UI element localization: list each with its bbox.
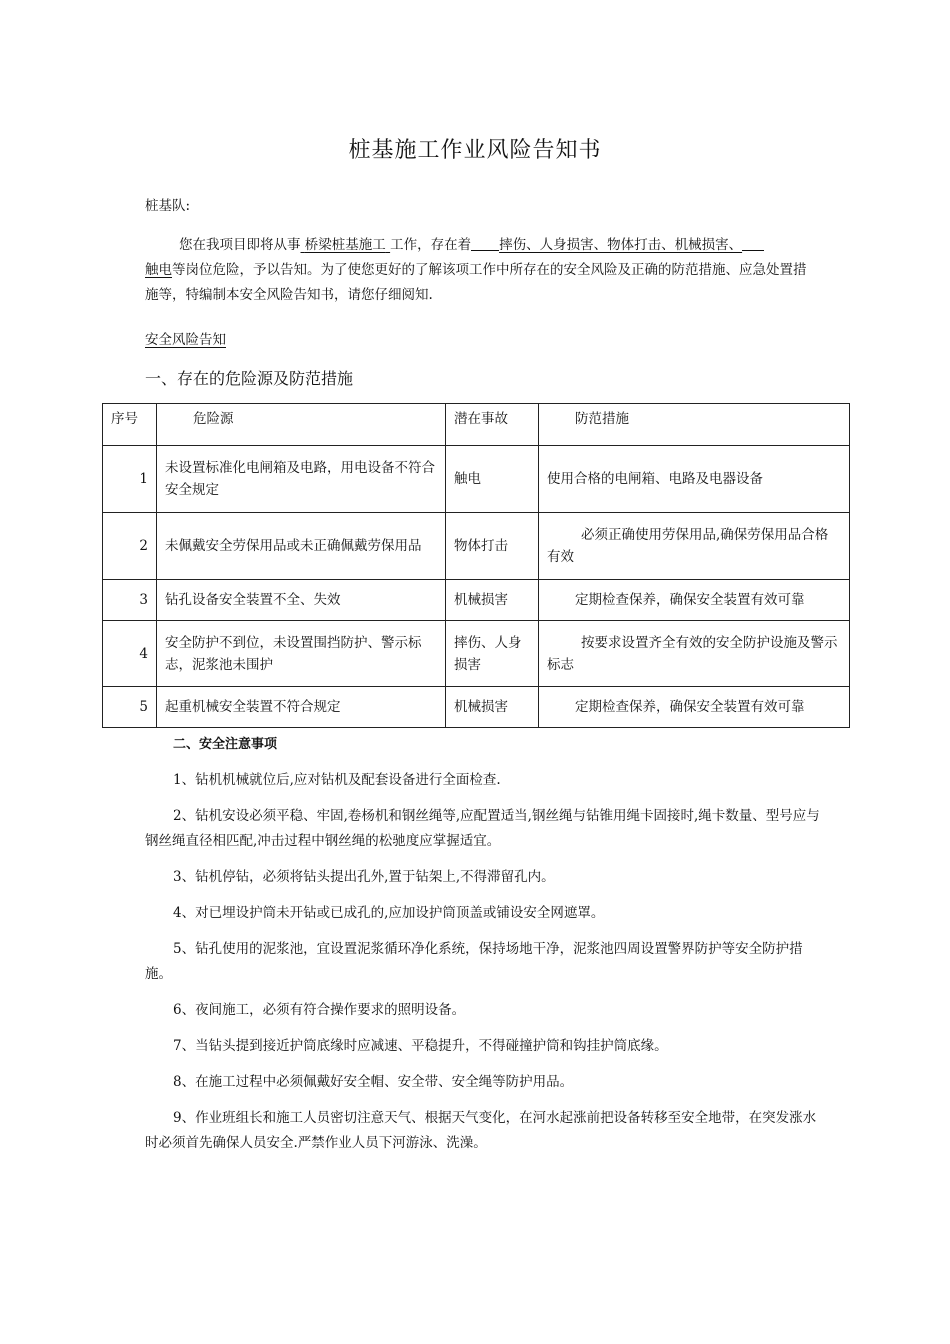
cell-source: 未佩戴安全劳保用品或未正确佩戴劳保用品 [157, 513, 446, 580]
cell-source: 钻孔设备安全装置不全、失效 [157, 580, 446, 621]
cell-accident: 触电 [446, 446, 539, 513]
cell-source: 起重机械安全装置不符合规定 [157, 687, 446, 728]
list-item: 5、钻孔使用的泥浆池，宜设置泥浆循环净化系统，保持场地干净，泥浆池四周设置警界防护等安全防护措施。 [145, 941, 803, 982]
cell-measure: 必须正确使用劳保用品,确保劳保用品合格有效 [539, 513, 850, 580]
cell-no: 5 [103, 687, 157, 728]
page-title: 桩基施工作业风险告知书 [348, 138, 602, 163]
intro-paragraph [145, 233, 815, 308]
list-item: 1、钻机机械就位后,应对钻机及配套设备进行全面检查. [173, 772, 501, 788]
table-header-row [103, 404, 850, 446]
list-item: 8、在施工过程中必须佩戴好安全帽、安全带、安全绳等防护用品。 [173, 1074, 574, 1090]
underline-blank [742, 236, 764, 251]
list-item: 3、钻机停钻，必须将钻头提出孔外,置于钻架上,不得滞留孔内。 [173, 869, 555, 885]
cell-measure: 使用合格的电闸箱、电路及电器设备 [539, 446, 850, 513]
hazard-list: 摔伤、人身损害、物体打击、机械损害、 [499, 237, 743, 253]
intro-text-2: 工作，存在着 [390, 237, 472, 253]
header-source: 危险源 [157, 404, 446, 446]
cell-source: 未设置标准化电闸箱及电路，用电设备不符合安全规定 [157, 446, 446, 513]
underline-blank [471, 236, 499, 251]
cell-measure: 定期检查保养，确保安全装置有效可靠 [539, 580, 850, 621]
table-row [103, 687, 850, 728]
job-name: 桥梁桩基施工 [304, 237, 386, 253]
intro-text-1: 您在我项目即将从事 [179, 237, 301, 253]
section1-title: 一、存在的危险源及防范措施 [145, 369, 354, 388]
cell-no: 1 [103, 446, 157, 513]
table-row [103, 513, 850, 580]
list-item: 7、当钻头提到接近护筒底缘时应减速、平稳提升，不得碰撞护筒和钩挂护筒底缘。 [173, 1038, 668, 1054]
cell-accident: 机械损害 [446, 687, 539, 728]
subheading: 安全风险告知 [145, 332, 226, 348]
header-measure: 防范措施 [539, 404, 850, 446]
cell-no: 4 [103, 621, 157, 687]
hazard-last: 触电 [145, 262, 172, 278]
notes-list [145, 768, 825, 1167]
intro-text-3: 等岗位危险，予以告知。为了使您更好的了解该项工作中所存在的安全风险及正确的防范措施、应急处置措施等，特编制本安全风险告知书，请您仔细阅知. [145, 262, 807, 303]
cell-no: 2 [103, 513, 157, 580]
cell-accident: 物体打击 [446, 513, 539, 580]
section2-title: 二、安全注意事项 [173, 737, 278, 752]
table-row [103, 446, 850, 513]
cell-accident: 摔伤、人身损害 [446, 621, 539, 687]
table-row [103, 580, 850, 621]
list-item: 9、作业班组长和施工人员密切注意天气、根据天气变化，在河水起涨前把设备转移至安全地带，在突发涨水时必须首先确保人员安全.严禁作业人员下河游泳、洗澡。 [145, 1110, 817, 1151]
list-item: 2、钻机安设必须平稳、牢固,卷杨机和钢丝绳等,应配置适当,钢丝绳与钻锥用绳卡固接时,绳卡数量、型号应与钢丝绳直径相匹配,冲击过程中钢丝绳的松驰度应掌握适宜。 [145, 808, 820, 849]
cell-accident: 机械损害 [446, 580, 539, 621]
header-accident: 潜在事故 [446, 404, 539, 446]
list-item: 4、对已埋设护筒未开钻或已成孔的,应加设护筒顶盖或铺设安全网遮罩。 [173, 905, 605, 921]
list-item: 6、夜间施工，必须有符合操作要求的照明设备。 [173, 1002, 466, 1018]
addressee: 桩基队: [145, 198, 191, 214]
cell-no: 3 [103, 580, 157, 621]
cell-measure: 按要求设置齐全有效的安全防护设施及警示标志 [539, 621, 850, 687]
cell-measure: 定期检查保养，确保安全装置有效可靠 [539, 687, 850, 728]
table-row [103, 621, 850, 687]
risk-table [102, 403, 850, 728]
header-no: 序号 [103, 404, 157, 446]
cell-source: 安全防护不到位，未设置围挡防护、警示标志，泥浆池未围护 [157, 621, 446, 687]
